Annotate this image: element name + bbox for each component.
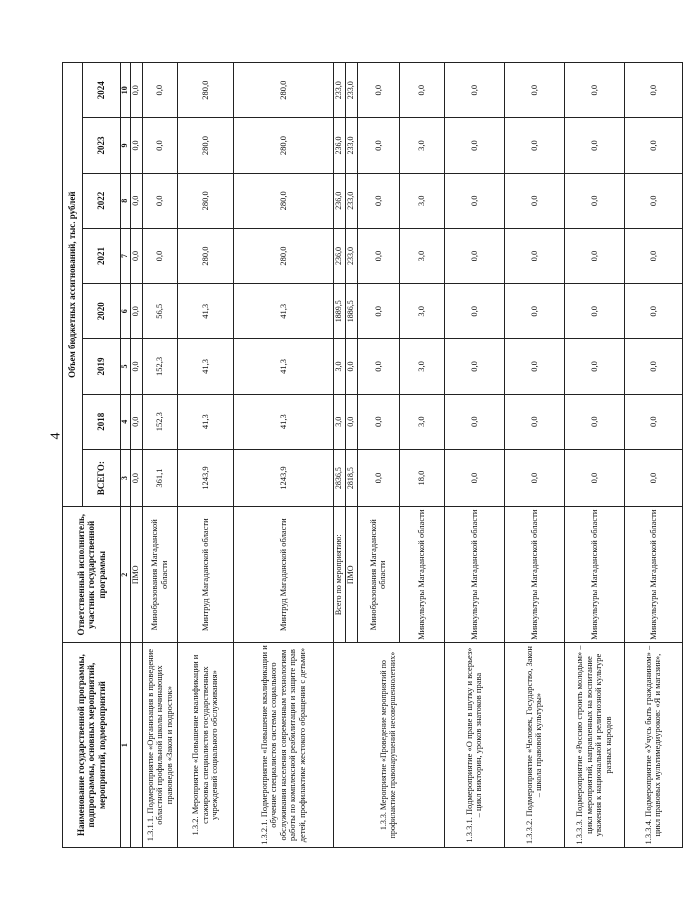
row-value: 0,0 [564, 63, 624, 118]
row-value: 0,0 [142, 228, 177, 283]
table-row [142, 63, 177, 848]
row-value: 0,0 [444, 284, 504, 339]
table-row [177, 63, 233, 848]
col-number: 2 [121, 507, 131, 643]
row-executor: Минкультуры Магаданской области [399, 507, 444, 643]
col-number: 5 [121, 339, 131, 394]
row-value: 0,0 [624, 228, 682, 283]
row-value: 0,0 [444, 449, 504, 507]
row-value: 0,0 [131, 394, 143, 449]
row-value: 0,0 [444, 63, 504, 118]
row-name: 1.3.2. Мероприятие «Повышение квалификации и стажировка специалистов государственных учреждений социального обслуживания» [177, 643, 233, 848]
row-value: 0,0 [504, 339, 564, 394]
row-value: 280,0 [177, 118, 233, 173]
row-value: 0,0 [564, 449, 624, 507]
header-total: ВСЕГО: [83, 449, 121, 507]
row-value: 3,0 [399, 228, 444, 283]
row-value: 0,0 [504, 394, 564, 449]
row-executor: Минкультуры Магаданской области [444, 507, 504, 643]
row-value: 0,0 [504, 449, 564, 507]
row-value: 0,0 [357, 339, 399, 394]
row-value: 0,0 [564, 173, 624, 228]
header-name: Наименование государственной программы, подпрограммы, основных мероприятий, мероприятий, подмероприятий [63, 643, 121, 848]
row-executor: ПМО [345, 507, 357, 643]
row-value: 0,0 [444, 394, 504, 449]
row-name: 1.3.3.3. Подмероприятие «Россию строить молодым» – цикл мероприятий, направленных на воспитание уважения к национальной и религиозной культуре разных народов [564, 643, 624, 848]
table-row [504, 63, 564, 848]
row-value: 0,0 [504, 228, 564, 283]
row-value: 41,3 [233, 284, 333, 339]
row-value: 0,0 [564, 339, 624, 394]
row-value: 3,0 [399, 173, 444, 228]
row-value: 0,0 [624, 394, 682, 449]
row-value: 233,0 [345, 118, 357, 173]
row-value: 233,0 [345, 173, 357, 228]
row-value: 3,0 [399, 118, 444, 173]
row-value: 233,0 [345, 63, 357, 118]
row-value: 0,0 [131, 339, 143, 394]
row-name: 1.3.1.1. Подмероприятие «Организация в проведение областной профильной школы начинающих правоведов «Закон и подросток» [142, 643, 177, 848]
header-year: 2020 [83, 284, 121, 339]
row-name: 1.3.3.4. Подмероприятие «Учусь быть гражданином» – цикл правовых мультимедиуроков: «Я и магазин», [624, 643, 682, 848]
row-value: 3,0 [399, 284, 444, 339]
col-number: 7 [121, 228, 131, 283]
row-value: 3,0 [333, 394, 345, 449]
col-number: 3 [121, 449, 131, 507]
row-value: 2818,5 [345, 449, 357, 507]
row-value: 0,0 [131, 63, 143, 118]
row-value: 0,0 [131, 118, 143, 173]
row-value: 1889,5 [333, 284, 345, 339]
row-value: 280,0 [233, 118, 333, 173]
row-value: 18,0 [399, 449, 444, 507]
table-row [333, 63, 345, 848]
row-value: 0,0 [564, 118, 624, 173]
row-value: 0,0 [357, 449, 399, 507]
row-value: 0,0 [357, 118, 399, 173]
row-value: 0,0 [444, 173, 504, 228]
row-value: 0,0 [357, 228, 399, 283]
row-value: 0,0 [624, 339, 682, 394]
row-value: 236,0 [333, 118, 345, 173]
col-number: 9 [121, 118, 131, 173]
row-value: 1886,5 [345, 284, 357, 339]
row-value: 0,0 [142, 118, 177, 173]
row-value: 1243,9 [233, 449, 333, 507]
row-value: 233,0 [345, 228, 357, 283]
row-executor: Минкультуры Магаданской области [564, 507, 624, 643]
rotated-table-container [62, 62, 663, 848]
row-value: 236,0 [333, 228, 345, 283]
row-name: 1.3.2.1. Подмероприятие «Повышение квалификации и обучение специалистов системы социального обслуживания населения современным технологиям работы по комплексной реабилитации и защите прав детей, профилактике жестокого обращения с детьми» [233, 643, 333, 848]
row-executor: Минтруд Магаданской области [233, 507, 333, 643]
header-year: 2019 [83, 339, 121, 394]
row-value: 280,0 [177, 173, 233, 228]
row-value: 0,0 [624, 449, 682, 507]
row-value: 0,0 [504, 118, 564, 173]
row-value: 0,0 [564, 228, 624, 283]
row-value: 280,0 [233, 228, 333, 283]
table-row [233, 63, 333, 848]
row-executor: ПМО [131, 507, 143, 643]
col-number: 4 [121, 394, 131, 449]
row-value: 0,0 [504, 63, 564, 118]
row-value: 2836,5 [333, 449, 345, 507]
table-row [624, 63, 682, 848]
row-value: 0,0 [504, 284, 564, 339]
row-value: 0,0 [624, 173, 682, 228]
row-executor: Минтруд Магаданской области [177, 507, 233, 643]
row-name: 1.3.3.2. Подмероприятие «Человек, Государство, Закон – школа правовой культуры» [504, 643, 564, 848]
row-value: 0,0 [624, 118, 682, 173]
row-value: 0,0 [624, 284, 682, 339]
row-value: 280,0 [233, 63, 333, 118]
row-value: 0,0 [345, 339, 357, 394]
col-number: 10 [121, 63, 131, 118]
row-value: 0,0 [131, 228, 143, 283]
row-value: 152,3 [142, 339, 177, 394]
row-value: 0,0 [444, 118, 504, 173]
row-value: 280,0 [233, 173, 333, 228]
col-number: 8 [121, 173, 131, 228]
table-row [564, 63, 624, 848]
row-value: 1243,9 [177, 449, 233, 507]
budget-table [62, 62, 683, 848]
row-executor: Всего по мероприятию: [333, 507, 345, 643]
row-value: 0,0 [444, 228, 504, 283]
col-number: 1 [121, 643, 131, 848]
row-value: 280,0 [177, 228, 233, 283]
row-value: 0,0 [564, 284, 624, 339]
row-value: 0,0 [131, 284, 143, 339]
row-value: 0,0 [444, 339, 504, 394]
row-value: 41,3 [177, 284, 233, 339]
page-number: 4 [48, 432, 64, 440]
row-value: 0,0 [399, 63, 444, 118]
row-value: 233,0 [333, 63, 345, 118]
row-name [131, 643, 143, 848]
row-name: 1.3.3.1. Подмероприятие «О праве в шутку и всерьез» – цикл викторин, уроков знатоков права [444, 643, 504, 848]
row-value: 3,0 [399, 339, 444, 394]
row-value: 280,0 [177, 63, 233, 118]
col-number: 6 [121, 284, 131, 339]
row-value: 41,3 [177, 339, 233, 394]
row-name: 1.3.3. Мероприятие «Проведение мероприятий по профилактике правонарушений несовершеннолетних» [333, 643, 444, 848]
table-row [131, 63, 143, 848]
row-executor: Минкультуры Магаданской области [624, 507, 682, 643]
row-value: 3,0 [333, 339, 345, 394]
header-year: 2024 [83, 63, 121, 118]
row-value: 0,0 [142, 63, 177, 118]
row-executor: Минобразования Магаданской области [142, 507, 177, 643]
row-value: 41,3 [233, 339, 333, 394]
table-body [131, 63, 683, 848]
row-value: 0,0 [357, 63, 399, 118]
row-value: 3,0 [399, 394, 444, 449]
row-value: 0,0 [357, 284, 399, 339]
row-value: 0,0 [345, 394, 357, 449]
row-value: 0,0 [131, 173, 143, 228]
row-value: 152,3 [142, 394, 177, 449]
row-value: 41,3 [177, 394, 233, 449]
row-executor: Минобразования Магаданской области [357, 507, 399, 643]
row-value: 0,0 [142, 173, 177, 228]
row-value: 41,3 [233, 394, 333, 449]
header-executor: Ответственный исполнитель, участник государственной программы [63, 507, 121, 643]
row-value: 0,0 [624, 63, 682, 118]
row-value: 0,0 [357, 173, 399, 228]
header-year: 2023 [83, 118, 121, 173]
row-value: 0,0 [504, 173, 564, 228]
header-year: 2021 [83, 228, 121, 283]
header-budget-group: Объем бюджетных ассигнований, тыс. рублей [63, 63, 83, 507]
header-year: 2022 [83, 173, 121, 228]
row-value: 236,0 [333, 173, 345, 228]
row-executor: Минкультуры Магаданской области [504, 507, 564, 643]
row-value: 0,0 [357, 394, 399, 449]
header-year: 2018 [83, 394, 121, 449]
table-row [444, 63, 504, 848]
row-value: 0,0 [564, 394, 624, 449]
row-value: 56,5 [142, 284, 177, 339]
row-value: 0,0 [131, 449, 143, 507]
row-value: 361,1 [142, 449, 177, 507]
